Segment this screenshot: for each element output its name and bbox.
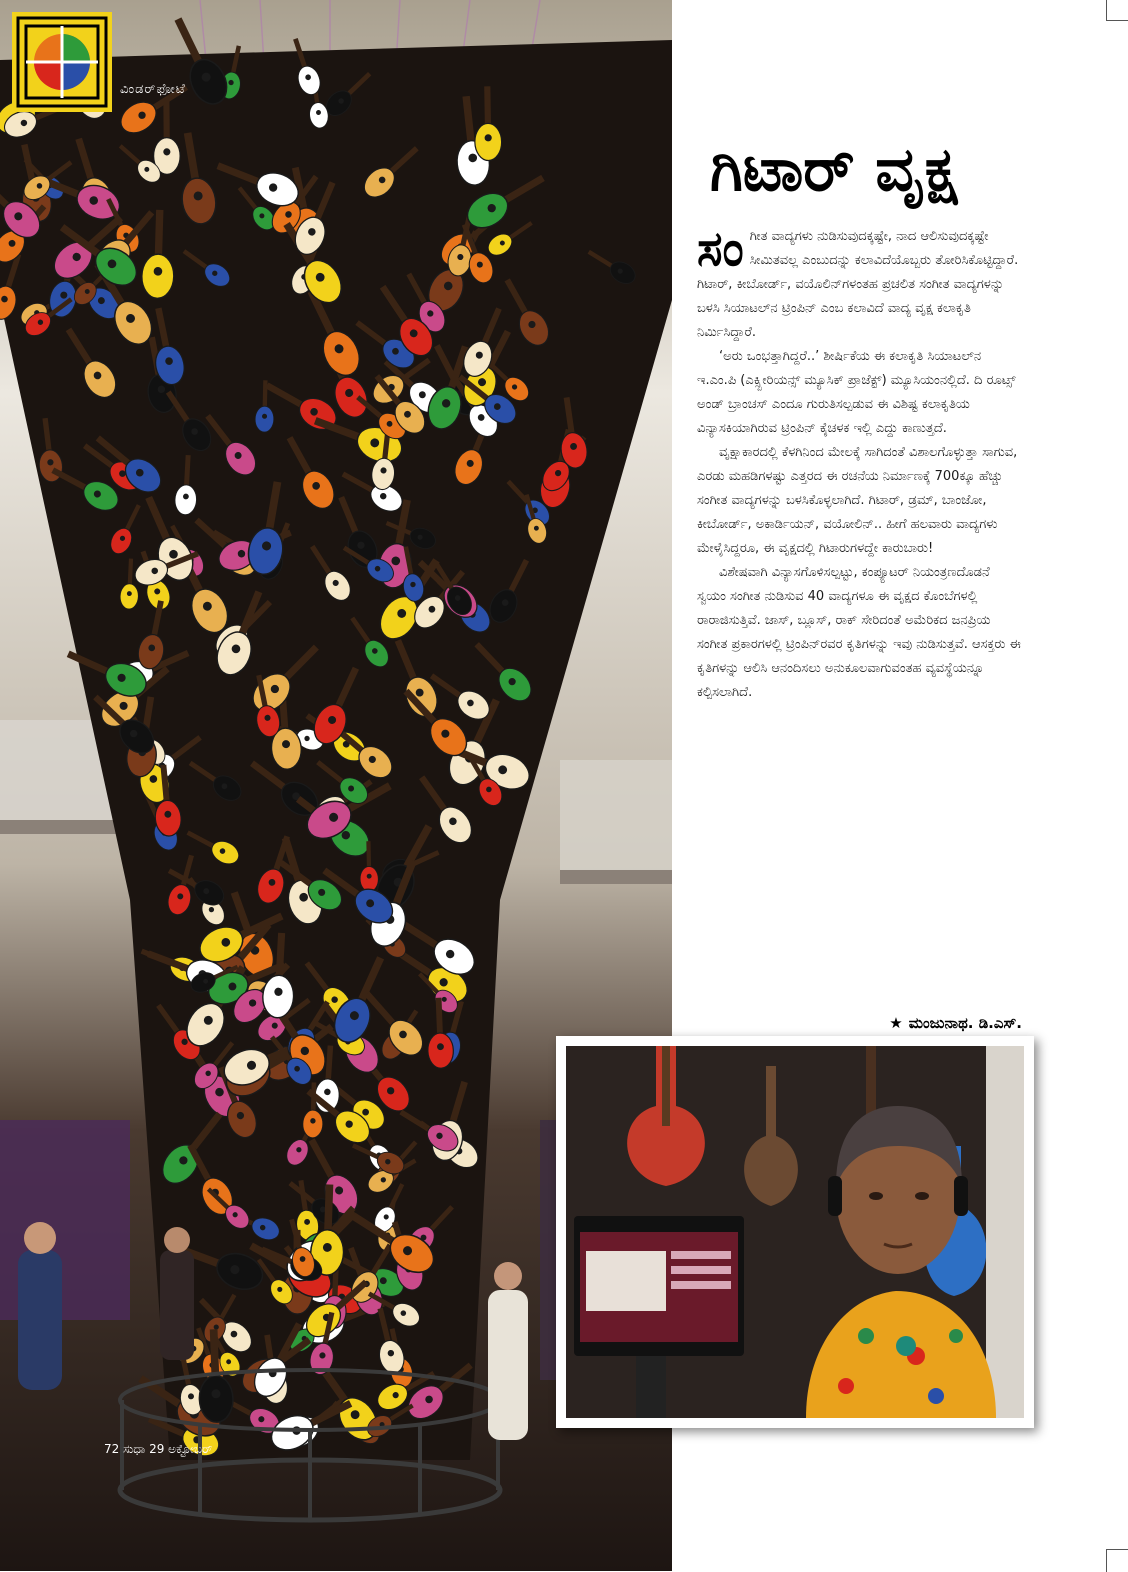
byline [822, 1014, 1022, 1032]
visitor-illustration [566, 1046, 1024, 1418]
byline-author: ಮಂಜುನಾಥ. ಡಿ.ಎಸ್. [908, 1014, 1022, 1032]
article-body [697, 221, 1022, 705]
section-label: ವಿಂಡರ್‌ಫೋಟೆ [120, 82, 186, 97]
paragraph-text: ಗೀತ ವಾದ್ಯಗಳು ನುಡಿಸುವುದಕ್ಕಷ್ಟೇ, ನಾದ ಆಲಿಸುವುದಕ್ಕಷ್ಟೇ ಸೀಮಿತವಲ್ಲ ಎಂಬುದನ್ನು ಕಲಾವಿದೆಯೊಬ್ಬರು ತೋರಿಸಿಕೊಟ್ಟಿದ್ದಾರೆ. ಗಿಟಾರ್, ಕೀಬೋರ್ಡ್, ವಯೊಲಿನ್‌ಗಳಂತಹ ಪ್ರಚಲಿತ ಸಂಗೀತ ವಾದ್ಯಗಳನ್ನು ಬಳಸಿ ಸಿಯಾಟಲ್‌ನ ಟ್ರಿಂಪಿನ್ ಎಂಬ ಕಲಾವಿದೆ ವಾದ್ಯ ವೃಕ್ಷ ಕಲಾಕೃತಿ ನಿರ್ಮಿಸಿದ್ದಾರೆ. [697, 229, 1019, 340]
inset-photo-frame [556, 1036, 1034, 1428]
article-paragraph [697, 221, 1022, 345]
dropcap: ಸಂ [697, 221, 744, 277]
article-paragraph: ‘ಅರು ಒಂಭತ್ತಾಗಿದ್ದರೆ..’ ಶೀರ್ಷಿಕೆಯ ಈ ಕಲಾಕೃತಿ ಸಿಯಾಟಲ್‌ನ ಇ.ಎಂ.ಪಿ (ಎಕ್ಸ್ಪೀರಿಯನ್ಸ್ ಮ್ಯೂಸಿಕ್ ಪ್ರಾಜೆಕ್ಟ್) ಮ್ಯೂಸಿಯಂನಲ್ಲಿದೆ. ದಿ ರೂಟ್ಸ್ ಅಂಡ್ ಬ್ರಾಂಚಸ್ ಎಂದೂ ಗುರುತಿಸಲ್ಪಡುವ ಈ ವಿಶಿಷ್ಟ ಕಲಾಕೃತಿಯ ವಿನ್ಯಾಸಕಿಯಾಗಿರುವ ಟ್ರಿಂಪಿನ್ ಕೈಚಳಕ ಇಲ್ಲಿ ಎದ್ದು ಕಾಣುತ್ತದೆ. [697, 349, 1016, 436]
article-title: ಗಿಟಾರ್ ವೃಕ್ಷ [710, 135, 958, 205]
crop-mark-top-right [1106, 0, 1128, 21]
article-paragraph: ವಿಶೇಷವಾಗಿ ವಿನ್ಯಾಸಗೊಳಿಸಲ್ಪಟ್ಟು, ಕಂಪ್ಯೂಟರ್ ನಿಯಂತ್ರಣದೊಡನೆ ಸ್ವಯಂ ಸಂಗೀತ ನುಡಿಸುವ 40 ವಾದ್ಯಗಳೂ ಈ ವೃಕ್ಷದ ಕೊಂಬೆಗಳಲ್ಲಿ ರಾರಾಜಿಸುತ್ತಿವೆ. ಜಾಸ್, ಬ್ಲೂಸ್, ರಾಕ್ ಸೇರಿದಂತೆ ಅಮೆರಿಕದ ಜನಪ್ರಿಯ ಸಂಗೀತ ಪ್ರಕಾರಗಳಲ್ಲಿ ಟ್ರಿಂಪಿನ್‌ರವರ ಕೃತಿಗಳನ್ನು ಇವು ನುಡಿಸುತ್ತವೆ. ಆಸಕ್ತರು ಈ ಕೃತಿಗಳನ್ನು ಆಲಿಸಿ ಆನಂದಿಸಲು ಅನುಕೂಲವಾಗುವಂತಹ ವ್ಯವಸ್ಥೆಯನ್ನೂ ಕಲ್ಪಿಸಲಾಗಿದೆ. [697, 565, 1021, 700]
magazine-section-logo [12, 12, 112, 112]
star-icon: ★ [889, 1014, 903, 1032]
visitor-photo [566, 1046, 1024, 1418]
crop-mark-bottom-right [1106, 1549, 1128, 1572]
page-footer: 72 ಸುಧಾ 29 ಅಕ್ಟೋಬರ್ [104, 1442, 213, 1456]
article-paragraph: ವೃಕ್ಷಾಕಾರದಲ್ಲಿ ಕೆಳಗಿನಿಂದ ಮೇಲಕ್ಕೆ ಸಾಗಿದಂತೆ ವಿಶಾಲಗೊಳ್ಳುತ್ತಾ ಸಾಗುವ, ಎರಡು ಮಹಡಿಗಳಷ್ಟು ಎತ್ತರದ ಈ ರಚನೆಯ ನಿರ್ಮಾಣಕ್ಕೆ 700ಕ್ಕೂ ಹೆಚ್ಚು ಸಂಗೀತ ವಾದ್ಯಗಳನ್ನು ಬಳಸಿಕೊಳ್ಳಲಾಗಿದೆ. ಗಿಟಾರ್, ಡ್ರಮ್, ಬಾಂಜೋ, ಕೀಬೋರ್ಡ್, ಅಕಾರ್ಡಿಯನ್, ವಯೋಲಿನ್.. ಹೀಗೆ ಹಲವಾರು ವಾದ್ಯಗಳು ಮೇಳೈಸಿದ್ದರೂ, ಈ ವೃಕ್ಷದಲ್ಲಿ ಗಿಟಾರುಗಳದ್ದೇ ಕಾರುಬಾರು! [697, 445, 1018, 556]
